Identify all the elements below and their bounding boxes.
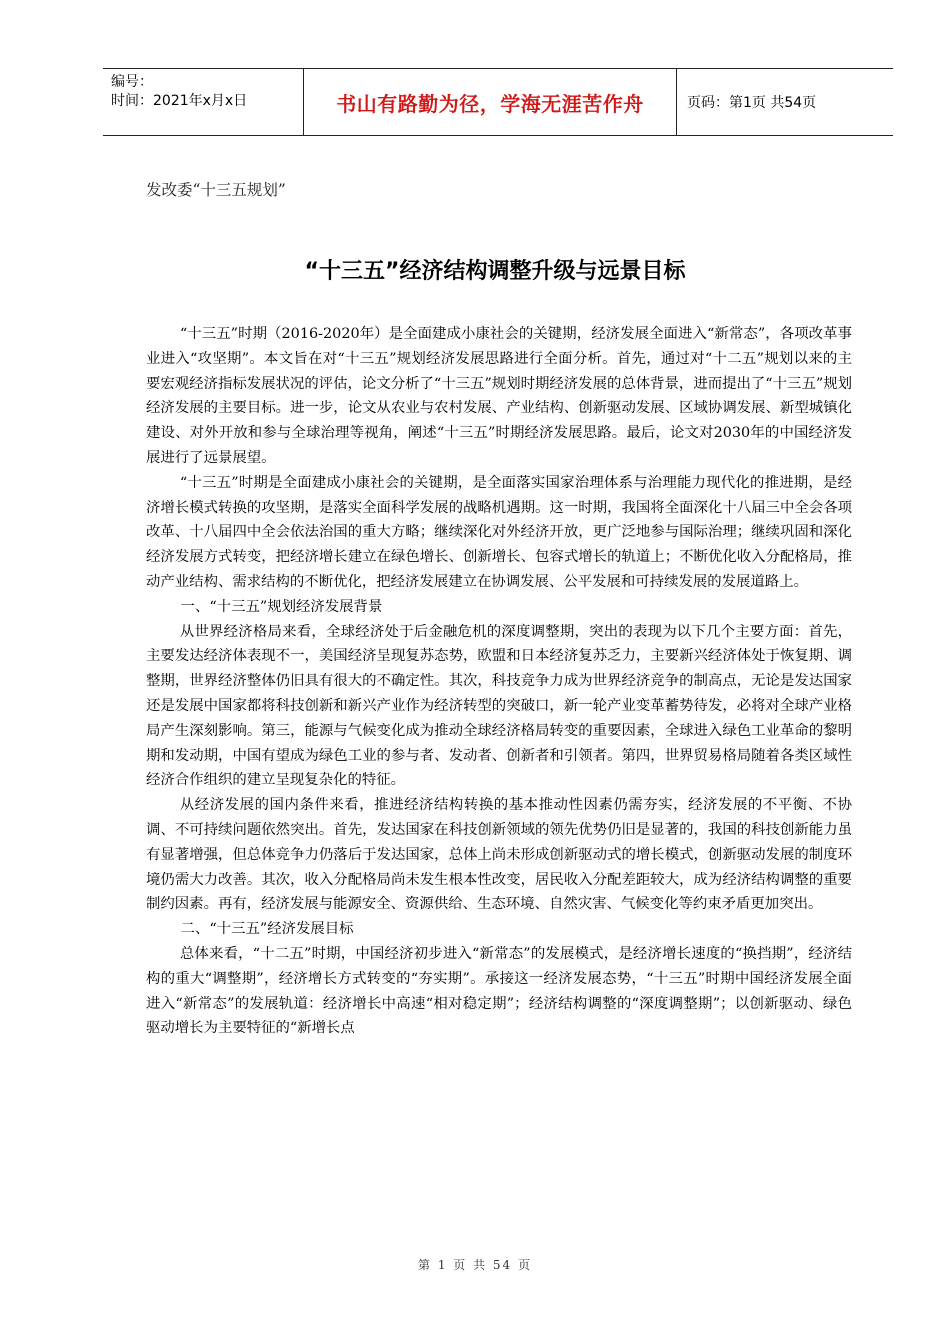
section-heading-background: 一、“十三五”规划经济发展背景 xyxy=(180,598,383,615)
section-heading-goals: 二、“十三五”经济发展目标 xyxy=(180,921,354,938)
paragraph-global-economy: 从世界经济格局来看，全球经济处于后金融危机的深度调整期，突出的表现为以下几个主要方面：首先，主要发达经济体表现不一，美国经济呈现复苏态势，欧盟和日本经济复苏乏力，主要新兴经济体处于恢复期、调整期，世界经济整体仍旧具有很大的不确定性。其次，科技竞争力成为世界经济竞争的制高点，无论是发达国家还是发展中国家都将科技创新和新兴产业作为经济转型的突破口，新一轮产业变革蓄势待发，必将对全球产业格局产生深刻影响。第三，能源与气候变化成为推动全球经济格局转变的重要因素，全球进入绿色工业革命的黎明期和发动期，中国有望成为绿色工业的参与者、发动者、创新者和引领者。第四，世界贸易格局随着各类区域性经济合作组织的建立呈现复杂化的特征。 xyxy=(146,623,852,789)
motto-text: 书山有路勤为径，学海无涯苦作舟 xyxy=(336,91,644,116)
paragraph-abstract: “十三五”时期（2016-2020年）是全面建成小康社会的关键期，经济发展全面进入“新常态”，各项改革事业进入“攻坚期”。本文旨在对“十三五”规划经济发展思路进行全面分析。首先，通过对“十二五”规划以来的主要宏观经济指标发展状况的评估，论文分析了“十三五”规划时期经济发展的总体背景，进而提出了“十三五”规划经济发展的主要目标。进一步，论文从农业与农村发展、产业结构、创新驱动发展、区域协调发展、新型城镇化建设、对外开放和参与全球治理等视角，阐述“十三五”时期经济发展思路。最后，论文对2030年的中国经济发展进行了远景展望。 xyxy=(146,326,852,466)
page-info: 页码：第1页 共54页 xyxy=(687,95,817,111)
paragraph-domestic-conditions: 从经济发展的国内条件来看，推进经济结构转换的基本推动性因素仍需夯实，经济发展的不平衡、不协调、不可持续问题依然突出。首先，发达国家在科技创新领域的领先优势仍旧是显著的，我国的科技创新能力虽有显著增强，但总体竞争力仍落后于发达国家，总体上尚未形成创新驱动式的增长模式，创新驱动发展的制度环境仍需大力改善。其次，收入分配格局尚未发生根本性改变，居民收入分配差距较大，成为经济结构调整的重要制约因素。再有，经济发展与能源安全、资源供给、生态环境、自然灾害、气候变化等约束矛盾更加突出。 xyxy=(146,797,852,913)
number-label: 编号： xyxy=(111,74,153,90)
document-body xyxy=(146,322,852,1041)
organization-line: 发改委“十三五规划” xyxy=(146,181,286,199)
paragraph-intro: “十三五”时期是全面建成小康社会的关键期，是全面落实国家治理体系与治理能力现代化的推进期，是经济增长模式转换的攻坚期，是落实全面科学发展的战略机遇期。这一时期，我国将全面深化十八届三中全会各项改革、十八届四中全会依法治国的重大方略；继续深化对外经济开放，更广泛地参与国际治理；继续巩固和深化经济发展方式转变，把经济增长建立在绿色增长、创新增长、包容式增长的轨道上；不断优化收入分配格局，推动产业结构、需求结构的不断优化，把经济发展建立在协调发展、公平发展和可持续发展的发展道路上。 xyxy=(146,474,852,590)
header-page-cell xyxy=(677,69,893,135)
document-title: “十三五”经济结构调整升级与远景目标 xyxy=(304,259,686,284)
header-meta-cell xyxy=(103,69,304,135)
date-label: 时间：2021年x月x日 xyxy=(111,93,248,109)
header-motto-cell xyxy=(304,69,677,135)
header-table xyxy=(103,68,893,136)
paragraph-overall-goals: 总体来看，“十二五”时期，中国经济初步进入“新常态”的发展模式，是经济增长速度的“换挡期”，经济结构的重大“调整期”，经济增长方式转变的“夯实期”。承接这一经济发展态势，“十三五”时期中国经济发展全面进入“新常态”的发展轨道：经济增长中高速“相对稳定期”；经济结构调整的“深度调整期”；以创新驱动、绿色驱动增长为主要特征的“新增长点 xyxy=(146,945,852,1037)
page-footer: 第 1 页 共 54 页 xyxy=(418,1258,532,1272)
